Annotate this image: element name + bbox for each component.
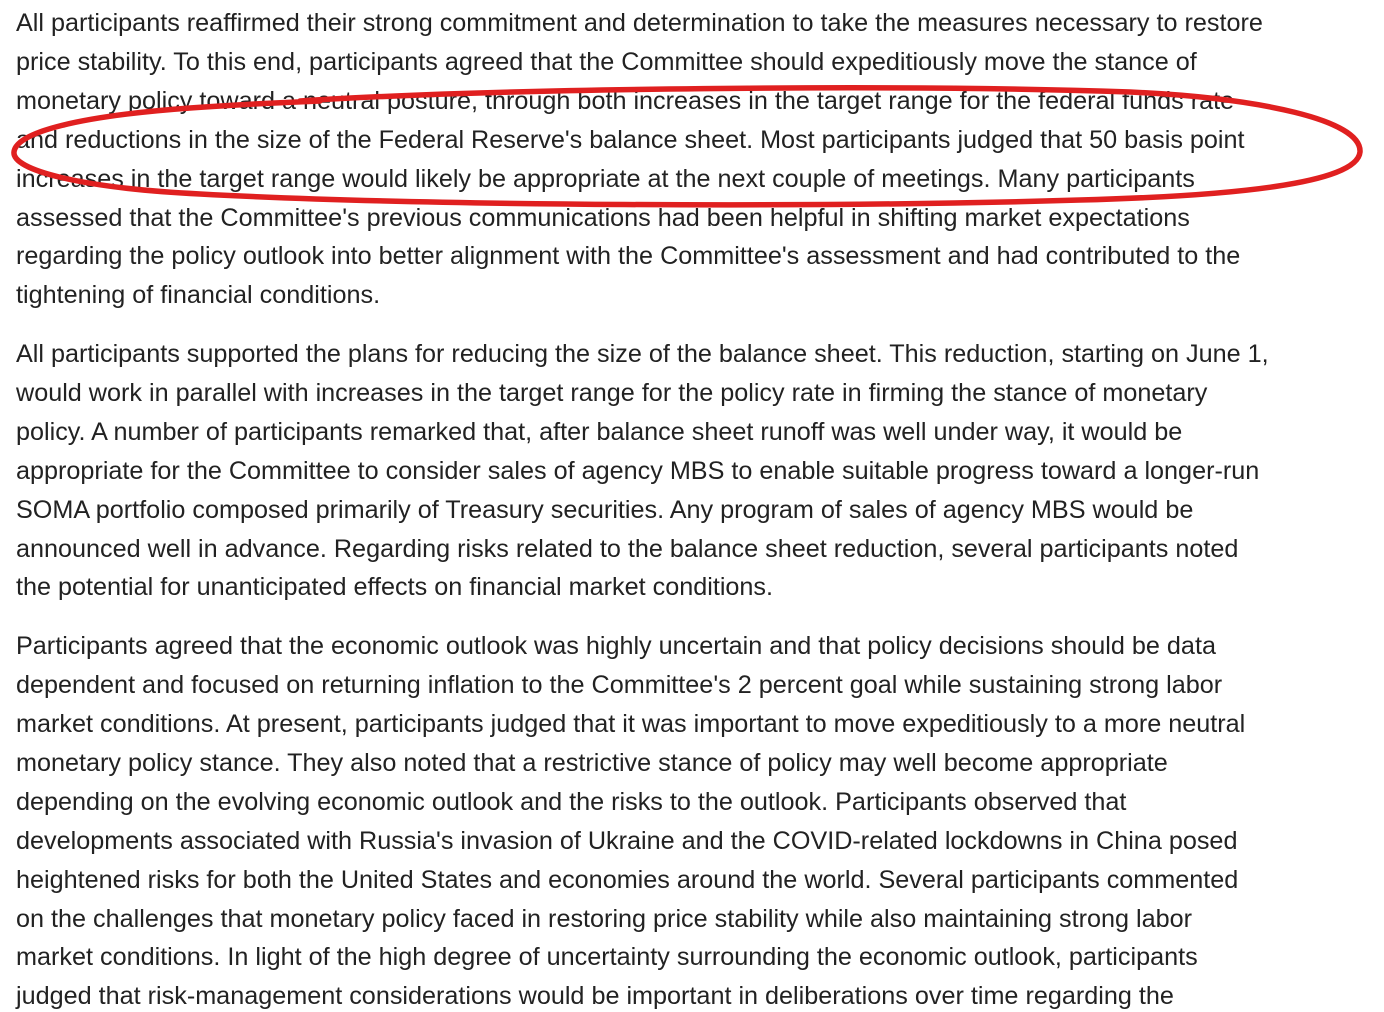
text-line: depending on the evolving economic outlook and the risks to the outlook. Participants observed that [16,787,1127,816]
text-line: would work in parallel with increases in the target range for the policy rate in firming the stance of monetary [16,378,1208,407]
text-line: tightening of financial conditions. [16,281,381,310]
text-line: the potential for unanticipated effects on financial market conditions. [16,573,774,602]
paragraph-2 [16,335,1376,607]
paragraph-1 [16,4,1376,315]
text-line: developments associated with Russia's invasion of Ukraine and the COVID-related lockdowns in China posed [16,826,1238,855]
paragraph-3 [16,627,1376,1012]
text-line: All participants reaffirmed their strong commitment and determination to take the measures necessary to restore [16,9,1263,37]
text-line: market conditions. At present, participants judged that it was important to move expeditiously to a more neutral [16,710,1246,738]
document-body [16,4,1376,1012]
text-line: regarding the policy outlook into better alignment with the Committee's assessment and had contributed to the [16,242,1241,271]
text-line: heightened risks for both the United States and economies around the world. Several participants commented [16,865,1239,894]
text-line: All participants supported the plans for reducing the size of the balance sheet. This reduction, starting on June 1, [16,340,1269,369]
text-line: SOMA portfolio composed primarily of Treasury securities. Any program of sales of agency MBS would be [16,495,1194,524]
text-line: announced well in advance. Regarding risks related to the balance sheet reduction, several participants noted [16,534,1239,563]
text-line: appropriate for the Committee to consider sales of agency MBS to enable suitable progress toward a longer-run [16,456,1260,485]
text-line: Participants agreed that the economic outlook was highly uncertain and that policy decisions should be data [16,632,1216,661]
text-line: market conditions. In light of the high degree of uncertainty surrounding the economic outlook, participants [16,943,1198,972]
text-line: dependent and focused on returning inflation to the Committee's 2 percent goal while sustaining strong labor [16,671,1223,700]
text-line: monetary policy stance. They also noted that a restrictive stance of policy may well become appropriate [16,748,1168,777]
text-line: price stability. To this end, participants agreed that the Committee should expeditiously move the stance of [16,47,1197,76]
text-line: judged that risk-management considerations would be important in deliberations over time regarding the [16,982,1174,1011]
text-line: increases in the target range would likely be appropriate at the next couple of meetings. Many participants [16,164,1195,193]
text-line: on the challenges that monetary policy faced in restoring price stability while also maintaining strong labor [16,904,1193,933]
text-line: policy. A number of participants remarked that, after balance sheet runoff was well under way, it would be [16,417,1183,446]
text-line: and reductions in the size of the Federal Reserve's balance sheet. Most participants judged that 50 basis point [16,125,1245,154]
text-line: assessed that the Committee's previous communications had been helpful in shifting market expectations [16,203,1190,232]
text-line: monetary policy toward a neutral posture, through both increases in the target range for the federal funds rate [16,86,1235,115]
